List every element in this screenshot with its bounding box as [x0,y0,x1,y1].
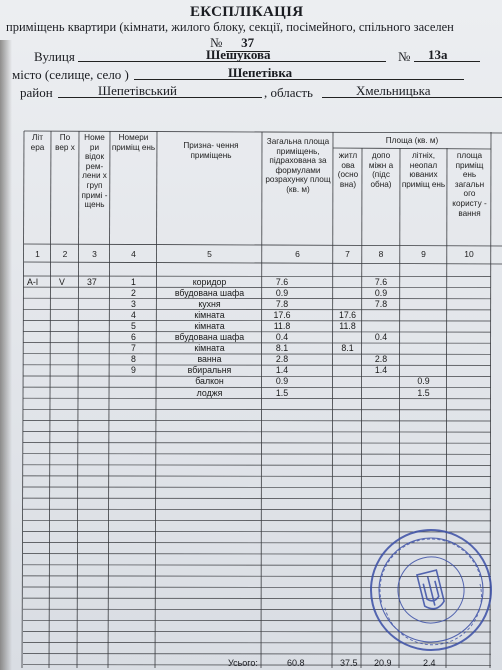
document-subtitle: приміщень квартири (кімнати, жилого блоку, секції, посімейного, спільного заселен [6,20,454,34]
row-room-purpose: кімната [194,343,225,354]
column-number: 4 [131,249,136,259]
row-room-number: 6 [131,332,136,342]
cell-litera: А-І [27,277,39,287]
column-number: 7 [345,249,350,259]
row-total-area: 8.1 [275,343,289,354]
district-value: Шепетівський [98,83,177,98]
row-auxiliary-area: 2.8 [374,354,388,365]
column-number: 1 [35,249,40,259]
header-total-area: Загальна площа приміщень, підрахована за формулами розрахунку площ (кв. м) [265,137,331,194]
row-summer-area: 1.5 [417,387,430,398]
header-summer: літніх, неопал юваних приміщ ень [401,151,446,189]
column-number: 6 [295,249,300,259]
column-number: 9 [421,249,426,259]
row-auxiliary-area: 1.4 [374,365,388,376]
row-total-area: 1.4 [275,365,289,376]
row-living-area: 11.8 [339,320,356,331]
row-room-purpose: лоджя [196,387,223,398]
row-room-number: 3 [131,298,136,309]
header-room-numbers: Номери приміщ ень [111,133,156,152]
cell-group: 37 [87,277,97,287]
document-title: ЕКСПЛІКАЦІЯ [190,4,304,20]
row-room-number: 2 [131,287,136,298]
row-living-area: 8.1 [341,343,354,354]
row-room-number: 9 [131,365,136,376]
row-room-purpose: балкон [195,376,224,387]
column-number: 5 [207,249,212,259]
totals-auxiliary: 20.9 [374,658,392,668]
totals-summer: 2.4 [423,658,436,668]
header-litera: Літ ера [30,133,45,152]
row-room-purpose: вбиральня [187,365,232,376]
row-room-number: 8 [131,354,136,365]
row-total-area: 2.8 [275,354,289,365]
row-room-purpose: кімната [194,320,225,331]
row-auxiliary-area: 7.8 [374,298,388,309]
header-auxiliary: допо міжн а (підс обна) [368,151,394,189]
header-group-number: Номе ри відок рем- лени х груп примі - щень [81,133,108,210]
totals-total: 60.8 [287,658,305,668]
row-room-number: 1 [131,276,136,287]
row-total-area: 0.9 [275,376,289,387]
house-label: № [398,49,411,64]
row-auxiliary-area: 7.6 [374,276,388,287]
row-total-area: 1.5 [275,387,289,398]
header-purpose: Призна- чення приміщень [183,141,239,160]
header-poverkh: По вер х [55,133,75,152]
row-auxiliary-area: 0.4 [374,332,388,342]
header-living: житл ова (осно вна) [337,151,359,189]
number-label: № [210,35,223,50]
row-total-area: 7.8 [275,298,289,309]
cell-poverkh: V [59,277,65,287]
oblast-label: , область [264,85,313,100]
city-label: місто (селище, село ) [12,67,129,82]
row-total-area: 7.6 [275,276,289,287]
row-total-area: 11.8 [273,320,291,331]
house-value: 13а [428,47,448,62]
row-total-area: 0.9 [275,287,289,298]
row-room-number: 5 [131,320,136,331]
number-value: 37 [226,35,270,52]
district-label: район [20,85,53,100]
row-room-purpose: кухня [198,298,221,309]
column-number: 8 [378,249,384,259]
row-room-purpose: вбудована шафа [174,332,245,342]
row-room-purpose: вбудована шафа [174,287,245,298]
row-room-purpose: ванна [197,354,222,365]
street-label: Вулиця [34,49,75,64]
row-total-area: 17.6 [273,309,291,320]
city-value: Шепетівка [228,65,293,80]
header-common: площа приміщ ень загальн ого користу - вання [452,151,487,218]
row-room-purpose: коридор [192,276,227,287]
column-number: 3 [92,249,97,259]
column-number: 10 [464,249,474,259]
row-room-purpose: кімната [194,309,225,320]
oblast-value: Хмельницька [356,83,431,98]
street-value: Шешукова [206,47,271,62]
header-area-group: Площа (кв. м) [385,136,439,145]
totals-living: 37.5 [340,658,358,668]
row-auxiliary-area: 0.9 [374,287,388,298]
row-room-number: 4 [131,309,136,320]
row-summer-area: 0.9 [417,376,430,387]
row-room-number: 7 [131,343,136,354]
row-total-area: 0.4 [275,332,289,342]
official-stamp [366,520,496,660]
row-living-area: 17.6 [338,309,357,320]
totals-label: Усього: [228,658,258,668]
column-number: 2 [62,249,68,259]
